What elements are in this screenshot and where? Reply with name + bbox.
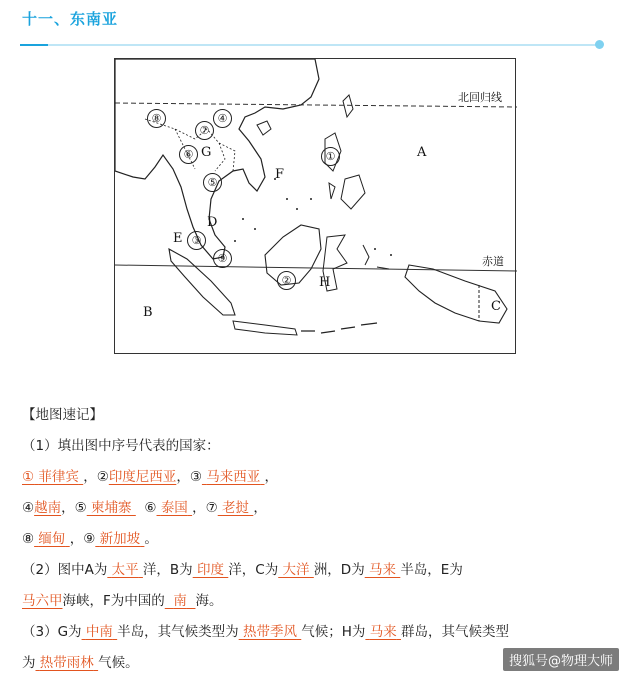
marker-7: ⑦ xyxy=(195,121,214,140)
q3-prefix: （3）G为 xyxy=(22,624,82,640)
marker-5: ⑤ xyxy=(203,173,222,192)
q1-num-3: ③ xyxy=(189,469,202,485)
section-title: 十一、东南亚 xyxy=(22,10,119,28)
q2-answer-e: 马六甲 xyxy=(22,593,63,609)
q2-answer-b: 印度 xyxy=(196,562,224,578)
q3-text-5: 气候。 xyxy=(98,655,139,671)
marker-4: ④ xyxy=(213,109,232,128)
q1-line-1: ① 菲律宾 ，②印度尼西亚，③ 马来西亚 ， xyxy=(22,469,279,485)
q1-num-4: ④ xyxy=(22,500,35,516)
q1-answer-8: 缅甸 xyxy=(38,531,66,547)
q1-answer-9: 新加坡 xyxy=(99,531,141,547)
marker-9: ⑨ xyxy=(213,249,232,268)
hainan-island xyxy=(257,121,271,135)
q1-answer-1: 菲律宾 xyxy=(38,469,79,485)
q1-num-8: ⑧ xyxy=(22,531,35,547)
tropic-line xyxy=(115,103,517,107)
q2-text-6: 海。 xyxy=(195,593,223,609)
q1-num-7: ⑦ xyxy=(205,500,218,516)
q1-num-9: ⑨ xyxy=(83,531,96,547)
watermark: 搜狐号@物理大师 xyxy=(503,648,619,671)
map-drawing xyxy=(115,59,517,355)
q1-answer-7: 老挝 xyxy=(222,500,250,516)
taiwan-island xyxy=(343,95,353,117)
label-a: A xyxy=(417,145,427,160)
q1-prompt: （1）填出图中序号代表的国家： xyxy=(22,438,220,454)
q2-text-2: 洋，C为 xyxy=(228,562,279,578)
equator-label: 赤道 xyxy=(482,255,504,268)
q1-answer-2: 印度尼西亚 xyxy=(108,469,177,485)
label-h: H xyxy=(319,275,331,290)
marker-1: ① xyxy=(321,147,340,166)
q3-answer-h-climate: 热带雨林 xyxy=(39,655,94,671)
new-guinea-island xyxy=(405,265,507,323)
q1-num-1: ① xyxy=(22,469,35,485)
q1-line-2: ④越南，⑤ 柬埔寨 ⑥ 泰国 ，⑦ 老挝 ， xyxy=(22,500,267,516)
maluku-islands xyxy=(363,245,389,269)
q1-num-5: ⑤ xyxy=(74,500,87,516)
title-rule-dot xyxy=(595,40,604,49)
q2-prefix: （2）图中A为 xyxy=(22,562,108,578)
southeast-asia-map xyxy=(114,58,516,354)
q1-answer-4: 越南 xyxy=(34,500,62,516)
java-island xyxy=(233,321,297,335)
q1-answer-5: 柬埔寨 xyxy=(91,500,132,516)
q2-text-4: 半岛，E为 xyxy=(400,562,463,578)
q1-num-6: ⑥ xyxy=(144,500,157,516)
label-g: G xyxy=(201,145,212,160)
q3-answer-h: 马来 xyxy=(369,624,397,640)
q2-answer-f: 南 xyxy=(173,593,187,609)
tropic-label: 北回归线 xyxy=(458,91,502,104)
q3-text-4: 为 xyxy=(22,655,36,671)
q3-text-3: 群岛，其气候类型 xyxy=(401,624,509,640)
notes-block xyxy=(22,400,622,679)
q3-answer-g: 中南 xyxy=(85,624,113,640)
title-rule xyxy=(20,44,600,46)
q1-answer-6: 泰国 xyxy=(160,500,188,516)
q2-answer-a: 太平 xyxy=(111,562,139,578)
q2-text-1: 洋，B为 xyxy=(142,562,193,578)
q3-line-1 xyxy=(22,617,622,648)
label-f: F xyxy=(275,167,285,182)
label-d: D xyxy=(207,215,218,230)
notes-heading: 【地图速记】 xyxy=(22,407,103,423)
q1-line-3: ⑧ 缅甸 ，⑨ 新加坡 。 xyxy=(22,531,158,547)
marker-8: ⑧ xyxy=(147,109,166,128)
label-e: E xyxy=(173,231,183,246)
q2-text-3: 洲，D为 xyxy=(313,562,365,578)
marker-2: ② xyxy=(277,271,296,290)
marker-3: ③ xyxy=(187,231,206,250)
q2-line-1 xyxy=(22,555,622,586)
q3-text-1: 半岛，其气候类型为 xyxy=(117,624,239,640)
q1-answer-3: 马来西亚 xyxy=(206,469,261,485)
q1-num-2: ② xyxy=(96,469,109,485)
lesser-sunda-islands xyxy=(301,323,377,333)
label-c: C xyxy=(491,299,501,314)
q2-line-2 xyxy=(22,586,622,617)
q2-answer-c: 大洋 xyxy=(282,562,310,578)
label-b: B xyxy=(143,305,153,320)
q2-text-5: 海峡，F为中国的 xyxy=(62,593,165,609)
q3-text-2: 气候；H为 xyxy=(301,624,366,640)
philippines-islands xyxy=(325,133,365,209)
q3-answer-g-climate: 热带季风 xyxy=(242,624,297,640)
q2-answer-d: 马来 xyxy=(369,562,397,578)
marker-6: ⑥ xyxy=(179,145,198,164)
